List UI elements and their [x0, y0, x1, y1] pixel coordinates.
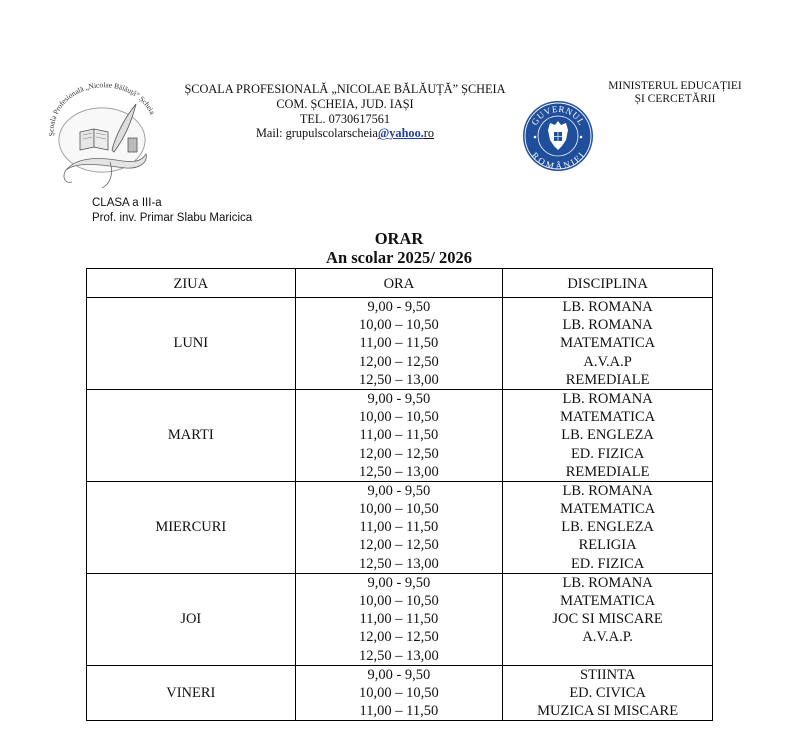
time-slot: 12,00 – 12,50	[359, 445, 439, 462]
time-slot: 9,00 - 9,50	[367, 574, 431, 591]
ministry-header	[600, 80, 750, 106]
ministry-line-1: MINISTERUL EDUCAȚIEI	[608, 80, 742, 92]
time-slot: 9,00 - 9,50	[367, 666, 431, 683]
subject-cell	[503, 389, 713, 481]
day-cell: MARTI	[87, 389, 296, 481]
time-slot: 12,50 – 13,00	[359, 647, 439, 664]
subject-slot: MATEMATICA	[560, 335, 656, 352]
time-slot: 9,00 - 9,50	[367, 482, 431, 499]
subject-slot: LB. ROMANA	[562, 482, 653, 499]
subject-slot: ED. FIZICA	[570, 445, 645, 462]
subject-slot: A.V.A.P	[583, 353, 632, 370]
school-year-subtitle: An scolar 2025/ 2026	[326, 248, 472, 267]
table-row-miercuri	[87, 481, 713, 573]
school-email	[160, 126, 530, 141]
time-slot: 11,00 – 11,50	[359, 519, 439, 536]
school-header	[160, 82, 530, 141]
time-slot: 12,00 – 12,50	[359, 629, 439, 646]
seal-top-text: GUVERNUL	[529, 103, 587, 127]
time-slot: 12,50 – 13,00	[359, 371, 439, 388]
day-cell: JOI	[87, 573, 296, 665]
subject-slot: ED. FIZICA	[570, 555, 645, 572]
subject-slot: MATEMATICA	[560, 409, 656, 426]
subject-cell	[503, 481, 713, 573]
school-email-domain: ro	[423, 126, 435, 141]
subject-slot: LB. ROMANA	[562, 574, 653, 591]
school-email-link[interactable]: @yahoo.	[377, 126, 424, 141]
time-slot: 11,00 – 11,50	[359, 427, 439, 444]
subject-slot: LB. ROMANA	[562, 390, 653, 407]
subject-slot: RELIGIA	[578, 537, 637, 554]
schedule-table	[86, 268, 713, 721]
time-slot: 11,00 – 11,50	[359, 335, 439, 352]
subject-slot: ED. CIVICA	[569, 684, 646, 701]
time-slot: 11,00 – 11,50	[359, 611, 439, 628]
subject-slot: LB. ENGLEZA	[561, 427, 654, 444]
subject-slot	[503, 647, 712, 665]
subject-slot: MATEMATICA	[560, 501, 656, 518]
time-slot: 12,00 – 12,50	[359, 537, 439, 554]
time-slot: 10,00 – 10,50	[359, 409, 439, 426]
column-header-time: ORA	[295, 269, 503, 298]
column-header-day: ZIUA	[87, 269, 296, 298]
table-row-marti	[87, 389, 713, 481]
subject-slot: LB. ENGLEZA	[561, 519, 654, 536]
table-row-joi	[87, 573, 713, 665]
subject-slot: LB. ROMANA	[562, 317, 653, 334]
time-slot: 11,00 – 11,50	[359, 703, 439, 720]
time-slot: 12,50 – 13,00	[359, 555, 439, 572]
ministry-line-2: ȘI CERCETĂRII	[634, 93, 716, 105]
subject-slot: LB. ROMANA	[562, 299, 653, 315]
class-name: CLASA a III-a	[92, 197, 162, 209]
subject-slot: A.V.A.P.	[582, 629, 633, 646]
government-seal-icon	[522, 100, 594, 172]
title-block	[86, 229, 712, 267]
seal-bottom-text: ROMÂNIEI	[529, 150, 587, 172]
time-slot: 10,00 – 10,50	[359, 593, 439, 609]
time-slot: 12,50 – 13,00	[359, 463, 439, 480]
time-slot: 10,00 – 10,50	[359, 317, 439, 334]
subject-cell	[503, 665, 713, 721]
time-slot: 10,00 – 10,50	[359, 501, 439, 518]
class-info	[92, 196, 252, 226]
subject-slot: JOC SI MISCARE	[552, 611, 663, 628]
time-cell	[295, 573, 503, 665]
column-header-subject: DISCIPLINA	[503, 269, 713, 298]
subject-slot: STIINTA	[579, 666, 636, 683]
subject-slot: MUZICA SI MISCARE	[537, 703, 679, 720]
time-slot: 12,00 – 12,50	[359, 353, 439, 370]
subject-slot: REMEDIALE	[565, 463, 650, 480]
day-cell: MIERCURI	[87, 481, 296, 573]
time-slot: 9,00 - 9,50	[367, 390, 431, 407]
school-logo-ring-text: Școala Profesională „Nicolae Bălăuță” Șcheia	[46, 80, 158, 137]
table-row-vineri	[87, 665, 713, 721]
school-phone: TEL. 0730617561	[299, 111, 391, 126]
subject-cell	[503, 298, 713, 390]
day-cell: LUNI	[87, 298, 296, 390]
time-cell	[295, 389, 503, 481]
school-logo-icon	[36, 74, 164, 192]
subject-cell	[503, 573, 713, 665]
time-slot: 10,00 – 10,50	[359, 684, 439, 701]
school-name: ȘCOALA PROFESIONALĂ „NICOLAE BĂLĂUȚĂ” ȘCHEIA	[184, 82, 506, 96]
time-cell	[295, 665, 503, 721]
subject-slot: MATEMATICA	[560, 593, 656, 609]
school-address: COM. ȘCHEIA, JUD. IAȘI	[276, 96, 414, 111]
subject-slot: REMEDIALE	[565, 371, 650, 388]
time-slot: 9,00 - 9,50	[367, 299, 431, 315]
day-cell: VINERI	[87, 665, 296, 721]
time-cell	[295, 481, 503, 573]
table-row-luni	[87, 298, 713, 390]
table-header-row	[87, 269, 713, 298]
time-cell	[295, 298, 503, 390]
page-title: ORAR	[374, 229, 424, 248]
school-email-label: Mail: grupulscolarscheia	[255, 126, 378, 141]
teacher-name: Prof. inv. Primar Slabu Maricica	[92, 212, 253, 224]
